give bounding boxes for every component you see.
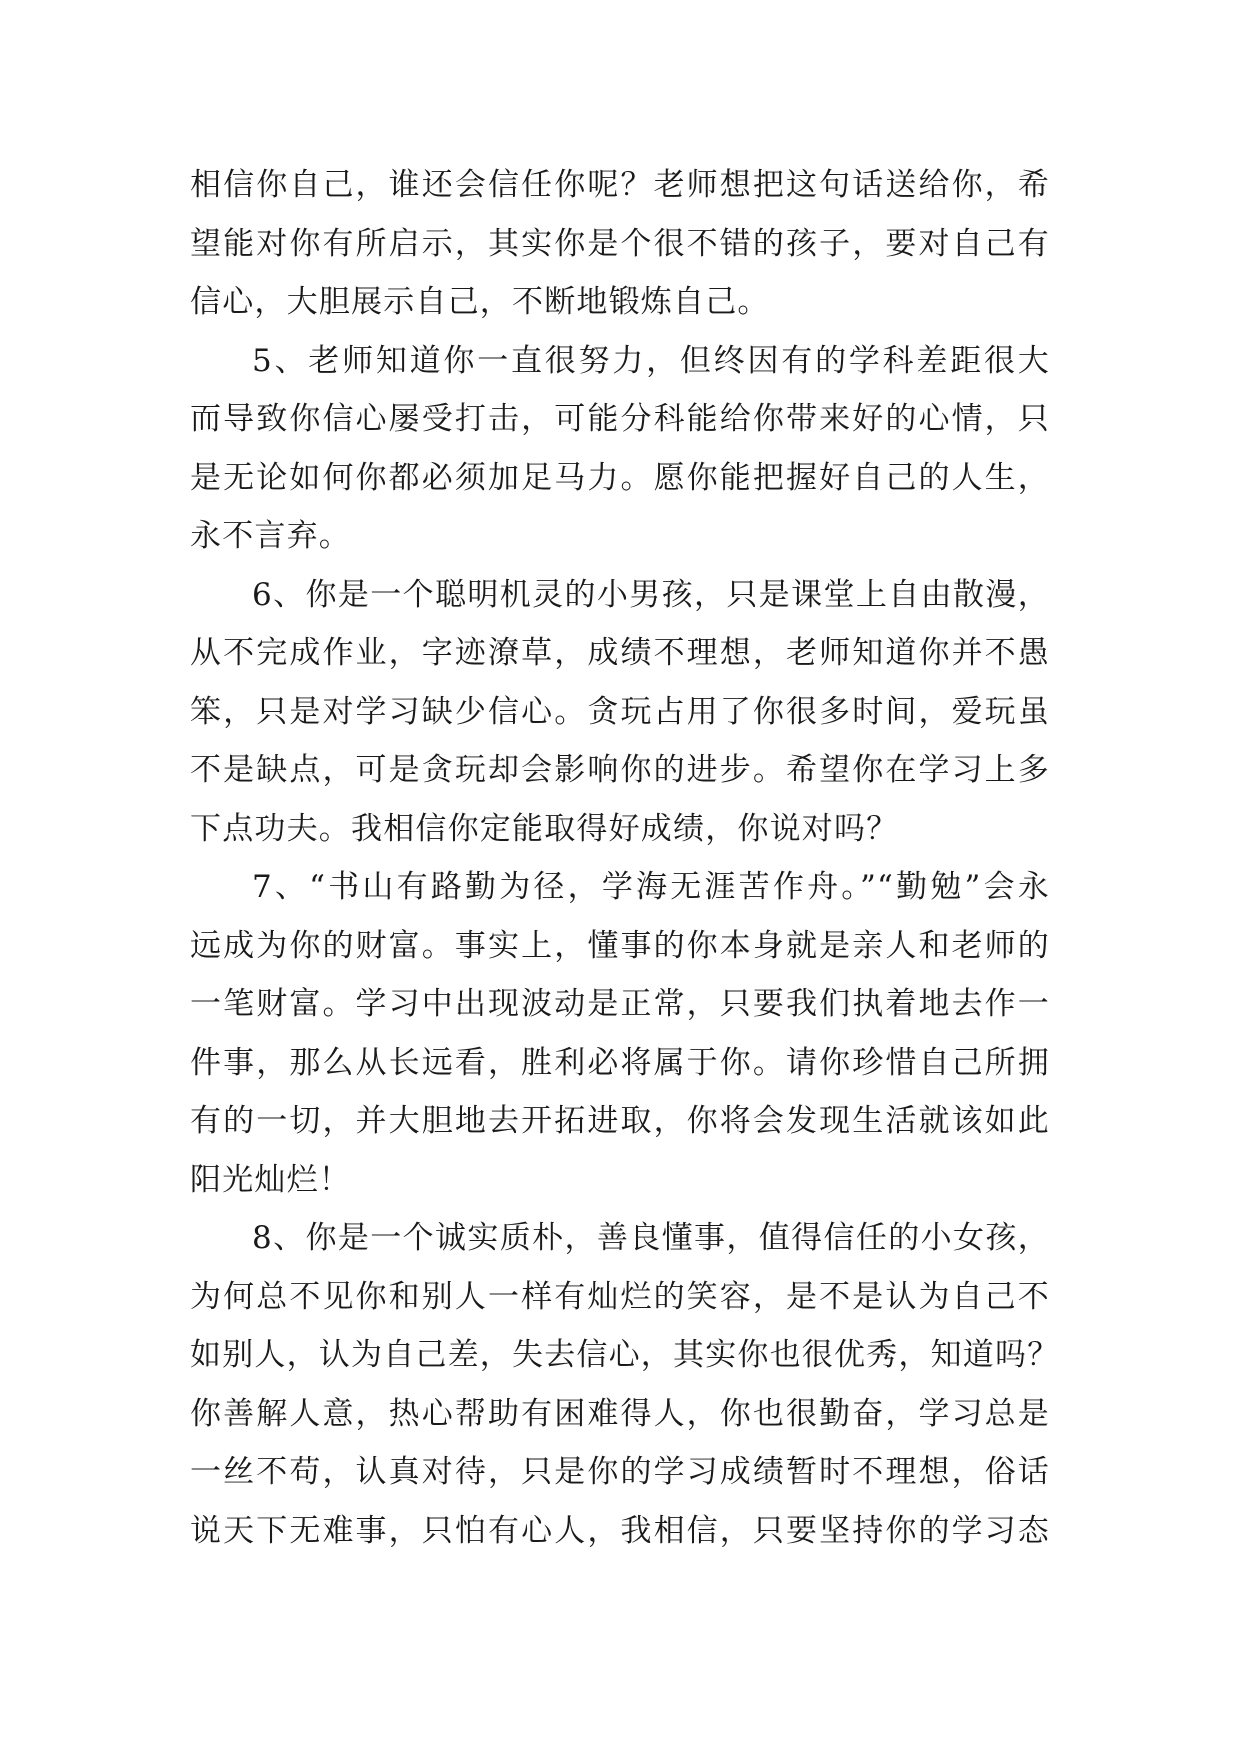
text-line: 信心，大胆展示自己，不断地锻炼自己。 [190, 284, 770, 320]
text-line: 不是缺点，可是贪玩却会影响你的进步。希望你在学习上多 [190, 752, 1050, 788]
text-line: 而导致你信心屡受打击，可能分科能给你带来好的心情，只 [190, 401, 1050, 437]
text-line: 相信你自己，谁还会信任你呢？老师想把这句话送给你，希 [190, 167, 1050, 203]
text-line: 件事，那么从长远看，胜利必将属于你。请你珍惜自己所拥 [190, 1044, 1050, 1081]
text-line: 为何总不见你和别人一样有灿烂的笑容，是不是认为自己不 [190, 1278, 1050, 1315]
text-line: 永不言弃。 [190, 518, 351, 554]
text-line: 下点功夫。我相信你定能取得好成绩，你说对吗？ [190, 810, 899, 847]
paragraph-first-line: 6、你是一个聪明机灵的小男孩，只是课堂上自由散漫， [252, 576, 1050, 613]
text-line: 有的一切，并大胆地去开拓进取，你将会发现生活就该如此 [190, 1103, 1050, 1139]
text-line: 说天下无难事，只怕有心人，我相信，只要坚持你的学习态 [190, 1512, 1050, 1549]
text-line: 是无论如何你都必须加足马力。愿你能把握好自己的人生， [190, 459, 1050, 496]
document-body [190, 156, 1060, 1560]
paragraph-first-line: 7、“书山有路勤为径，学海无涯苦作舟。”“勤勉”会永 [252, 869, 1050, 905]
paragraph-first-line: 5、老师知道你一直很努力，但终因有的学科差距很大 [252, 342, 1050, 379]
text-line: 你善解人意，热心帮助有困难得人，你也很勤奋，学习总是 [190, 1395, 1050, 1432]
text-line: 从不完成作业，字迹潦草，成绩不理想，老师知道你并不愚 [190, 635, 1050, 671]
text-line: 远成为你的财富。事实上，懂事的你本身就是亲人和老师的 [190, 927, 1050, 964]
text-line: 阳光灿烂！ [190, 1161, 351, 1198]
text-line: 笨，只是对学习缺少信心。贪玩占用了你很多时间，爱玩虽 [190, 693, 1050, 730]
text-line: 如别人，认为自己差，失去信心，其实你也很优秀，知道吗？ [190, 1337, 1060, 1373]
text-line: 望能对你有所启示，其实你是个很不错的孩子，要对自己有 [190, 225, 1050, 262]
paragraph-first-line: 8、你是一个诚实质朴，善良懂事，值得信任的小女孩， [252, 1220, 1050, 1256]
text-line: 一笔财富。学习中出现波动是正常，只要我们执着地去作一 [190, 986, 1050, 1022]
text-line: 一丝不苟，认真对待，只是你的学习成绩暂时不理想，俗话 [190, 1454, 1050, 1490]
